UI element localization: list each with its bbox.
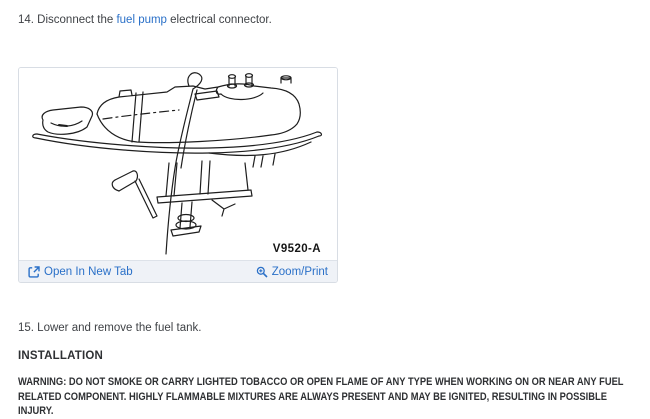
warning-text: WARNING: DO NOT SMOKE OR CARRY LIGHTED TOBACCO OR OPEN FLAME OF ANY TYPE WHEN WORKING ON OR NEAR ANY FUEL RELATED COMPONENT. HIGHLY FLAMMABLE MIXTURES ARE ALWAYS PRESENT AND MAY BE IGNITED, RESULTING IN POSSIBLE INJURY. [18, 376, 624, 417]
open-in-new-tab-link[interactable] [28, 266, 133, 278]
step-14 [18, 13, 632, 27]
figure-box [18, 67, 338, 283]
step-14-prefix: 14. Disconnect the [18, 14, 117, 26]
fuel-tank-diagram [19, 68, 337, 260]
fuel-pump-link[interactable]: fuel pump [116, 14, 167, 26]
open-in-new-tab-icon [28, 266, 40, 278]
zoom-print-label: Zoom/Print [271, 265, 328, 278]
figure-image-area [19, 68, 337, 260]
zoom-print-link[interactable] [256, 266, 328, 278]
figure-footer-bar [19, 260, 337, 282]
installation-heading: INSTALLATION [18, 350, 104, 362]
step-15: 15. Lower and remove the fuel tank. [18, 322, 202, 334]
magnifier-plus-icon [256, 266, 268, 278]
open-in-new-tab-label: Open In New Tab [44, 265, 133, 278]
figure-label: V9520-A [272, 243, 321, 255]
step-14-suffix: electrical connector. [166, 14, 272, 26]
